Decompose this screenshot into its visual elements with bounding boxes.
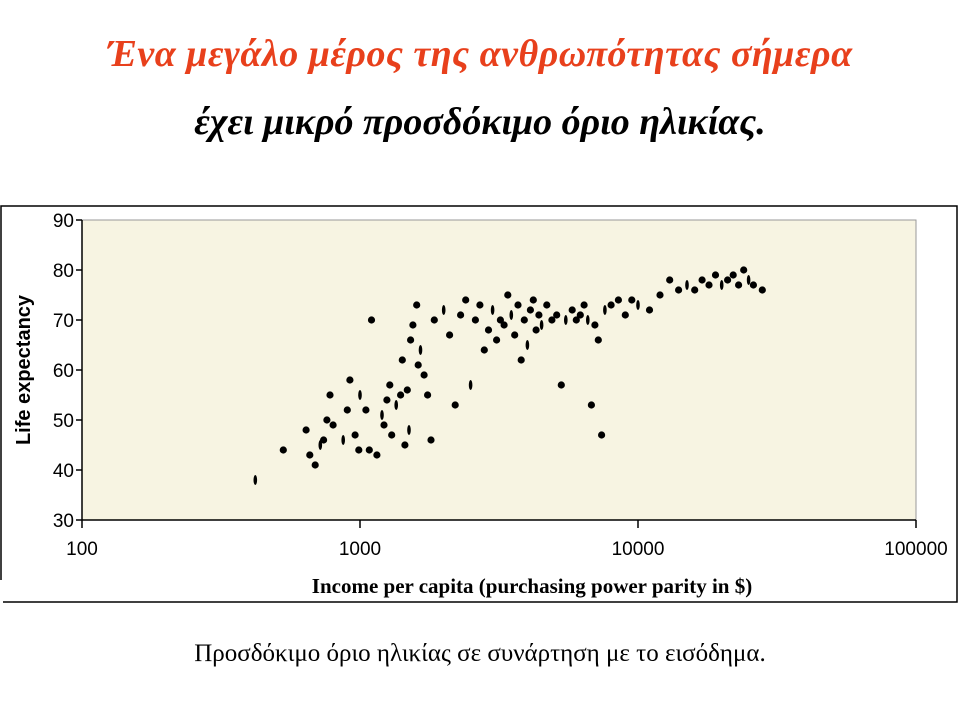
y-tick-label: 60 [52, 361, 74, 382]
scatter-point [705, 281, 712, 288]
scatter-point [407, 425, 411, 435]
scatter-point [380, 410, 384, 420]
scatter-point [577, 311, 584, 318]
x-tick-label: 100 [66, 539, 98, 560]
scatter-point [346, 376, 353, 383]
scatter-point [735, 281, 742, 288]
scatter-point [603, 305, 607, 315]
scatter-point [540, 320, 544, 330]
x-tick-label: 1000 [338, 539, 382, 560]
scatter-point [421, 371, 428, 378]
slide-caption: Προσδόκιμο όριο ηλικίας σε συνάρτηση με το εισόδημα. [194, 640, 766, 667]
scatter-point [442, 305, 446, 315]
scatter-point [409, 321, 416, 328]
scatter-point [595, 336, 602, 343]
scatter-point [535, 311, 542, 318]
slide-title-line-1: Ένα μεγάλο μέρος της ανθρωπότητας σήμερα [107, 33, 853, 75]
scatter-point [558, 381, 565, 388]
scatter-point [530, 296, 537, 303]
x-axis-label: Income per capita (purchasing power parity in $) [311, 574, 753, 598]
scatter-point [514, 301, 521, 308]
scatter-point [424, 391, 431, 398]
scatter-point [491, 305, 495, 315]
scatter-point [750, 281, 757, 288]
scatter-point [404, 386, 411, 393]
scatter-point [759, 286, 766, 293]
scatter-point [380, 421, 387, 428]
scatter-point [569, 306, 576, 313]
scatter-point [415, 361, 422, 368]
y-tick-label: 80 [52, 261, 74, 282]
scatter-point [407, 336, 414, 343]
slide-title-line-2: έχει μικρό προσδόκιμο όριο ηλικίας. [194, 101, 766, 143]
scatter-point [341, 435, 345, 445]
scatter-point [394, 400, 398, 410]
scatter-point [608, 301, 615, 308]
scatter-point [720, 280, 724, 290]
scatter-point [564, 315, 568, 325]
y-tick-label: 90 [52, 211, 74, 232]
scatter-point [485, 326, 492, 333]
y-tick-label: 50 [52, 411, 74, 432]
x-tick-label: 10000 [611, 539, 665, 560]
scatter-point [254, 475, 258, 485]
scatter-point [628, 296, 635, 303]
scatter-point [373, 451, 380, 458]
y-axis-label: Life expectancy [13, 294, 35, 446]
scatter-point [388, 431, 395, 438]
scatter-point [504, 291, 511, 298]
scatter-point [493, 336, 500, 343]
frame-gap-mask [0, 580, 3, 610]
scatter-point [452, 401, 459, 408]
scatter-point [320, 436, 327, 443]
scatter-point [476, 301, 483, 308]
scatter-point [481, 346, 488, 353]
scatter-point [691, 286, 698, 293]
scatter-point [646, 306, 653, 313]
scatter-point [344, 406, 351, 413]
scatter-point [446, 331, 453, 338]
scatter-point [303, 426, 310, 433]
scatter-point [588, 401, 595, 408]
scatter-point [622, 311, 629, 318]
scatter-point [472, 316, 479, 323]
scatter-point [510, 310, 514, 320]
scatter-point [383, 396, 390, 403]
scatter-point [724, 276, 731, 283]
scatter-point [355, 446, 362, 453]
scatter-point [553, 311, 560, 318]
scatter-point [352, 431, 359, 438]
scatter-point [656, 291, 663, 298]
scatter-point [399, 356, 406, 363]
scatter-point [591, 321, 598, 328]
scatter-point [730, 271, 737, 278]
scatter-point [469, 380, 473, 390]
scatter-point [615, 296, 622, 303]
scatter-point [521, 316, 528, 323]
scatter-point [636, 300, 640, 310]
scatter-point [312, 461, 319, 468]
scatter-point [401, 441, 408, 448]
scatter-point [747, 275, 751, 285]
scatter-point [362, 406, 369, 413]
scatter-point [419, 345, 423, 355]
scatter-point [280, 446, 287, 453]
scatter-point [306, 451, 313, 458]
scatter-point [368, 316, 375, 323]
life-expectancy-scatter-chart [0, 200, 960, 610]
scatter-point [740, 266, 747, 273]
scatter-point [581, 301, 588, 308]
scatter-point [527, 306, 534, 313]
y-tick-label: 70 [52, 311, 74, 332]
y-tick-label: 40 [52, 461, 74, 482]
scatter-point [511, 331, 518, 338]
scatter-point [543, 301, 550, 308]
scatter-point [518, 356, 525, 363]
scatter-point [323, 416, 330, 423]
scatter-point [462, 296, 469, 303]
scatter-point [526, 340, 530, 350]
scatter-point [533, 326, 540, 333]
plot-background [82, 220, 916, 520]
x-tick-label: 100000 [884, 539, 948, 560]
scatter-point [598, 431, 605, 438]
scatter-point [586, 315, 590, 325]
scatter-point [413, 301, 420, 308]
scatter-point [386, 381, 393, 388]
scatter-point [366, 446, 373, 453]
y-tick-label: 30 [52, 511, 74, 532]
scatter-point [699, 276, 706, 283]
scatter-point [326, 391, 333, 398]
scatter-point [685, 280, 689, 290]
scatter-point [427, 436, 434, 443]
scatter-point [457, 311, 464, 318]
scatter-point [675, 286, 682, 293]
scatter-point [397, 391, 404, 398]
scatter-point [431, 316, 438, 323]
scatter-point [501, 321, 508, 328]
scatter-point [712, 271, 719, 278]
scatter-point [330, 421, 337, 428]
scatter-point [358, 390, 362, 400]
scatter-point [666, 276, 673, 283]
